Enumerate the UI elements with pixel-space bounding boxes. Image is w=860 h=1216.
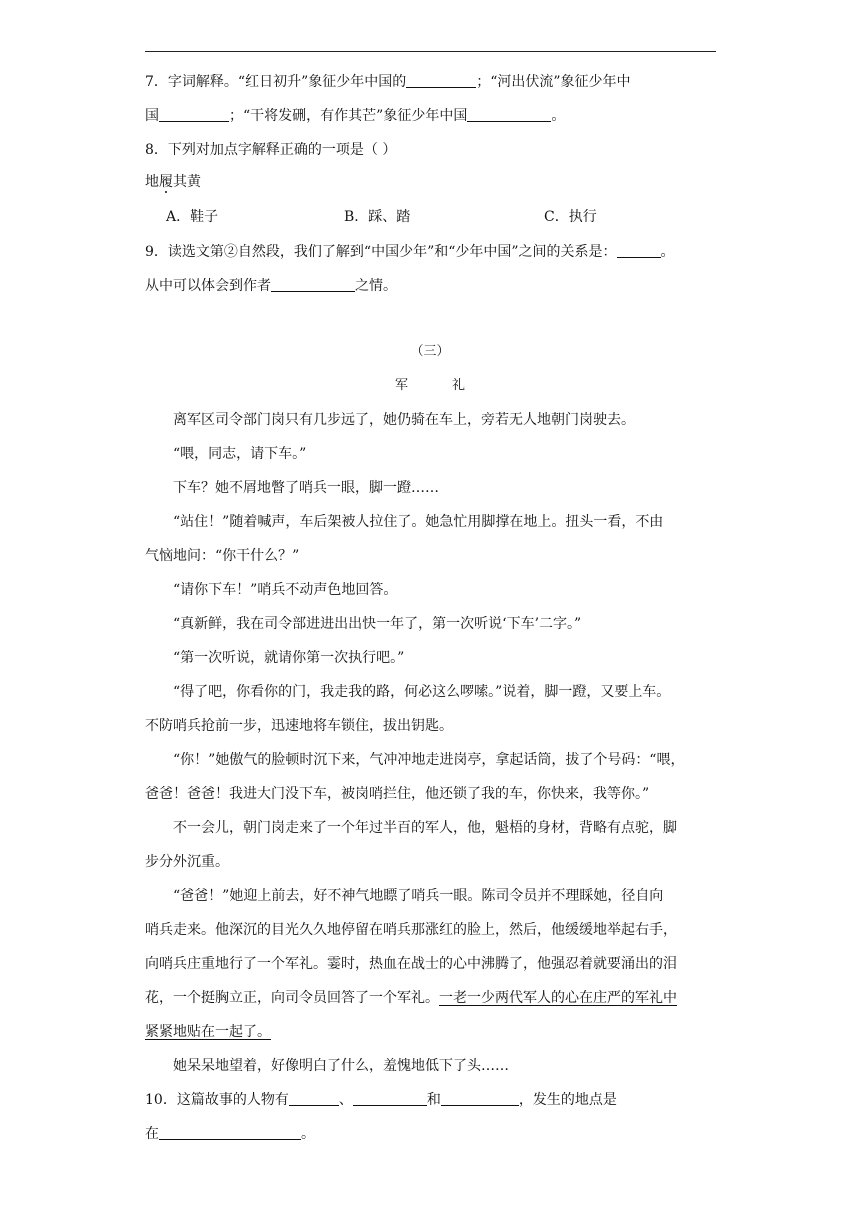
q8-option-b[interactable]: B．踩、踏 <box>344 209 411 225</box>
passage-paragraph: “你！”她傲气的脸顿时沉下来，气冲冲地走进岗亭，拿起话筒，拔了个号码：“喂， <box>173 752 685 768</box>
q7-text: 国 <box>145 108 159 124</box>
passage-paragraph: “请你下车！”哨兵不动声色地回答。 <box>173 582 398 598</box>
passage-paragraph: “第一次听说，就请你第一次执行吧。” <box>173 650 405 666</box>
q10-blank-3[interactable] <box>441 1091 519 1106</box>
q10-text: 在 <box>145 1126 159 1142</box>
passage-paragraph: “真新鲜，我在司令部进进出出快一年了，第一次听说‘下车’二字。” <box>173 616 582 632</box>
passage-paragraph: “爸爸！”她迎上前去，好不神气地瞟了哨兵一眼。陈司令员并不理睬她，径自向 <box>173 888 664 904</box>
passage-title-text: 军礼 <box>394 378 509 393</box>
q7-text: 。 <box>551 108 566 124</box>
passage-paragraph: “喂，同志，请下车。” <box>173 446 307 462</box>
q10-text: 10．这篇故事的人物有 <box>145 1092 289 1108</box>
passage-paragraph: 下车？她不屑地瞥了哨兵一眼，脚一蹬…… <box>173 480 439 496</box>
passage-paragraph: 不一会儿，朝门岗走来了一个年过半百的军人，他，魁梧的身材，背略有点驼，脚 <box>173 820 677 836</box>
q9-blank-2[interactable] <box>271 277 355 292</box>
q9-text: 从中可以体会到作者 <box>145 278 271 294</box>
passage-paragraph: 她呆呆地望着，好像明白了什么，羞愧地低下了头…… <box>173 1058 509 1074</box>
underlined-sentence: 紧紧地贴在一起了。 <box>145 1024 271 1040</box>
q9-text: 之情。 <box>355 278 397 294</box>
q10-text: 和 <box>426 1092 441 1108</box>
q7-text: ；“干将发硎，有作其芒”象征少年中国 <box>229 108 468 124</box>
q10-text: ，发生的地点是 <box>518 1092 617 1108</box>
q10-text: 、 <box>338 1092 353 1108</box>
q8-option-c[interactable]: C．执行 <box>544 209 597 225</box>
q10-line-1 <box>145 1090 617 1110</box>
passage-paragraph: “站住！”随着喊声，车后架被人拉住了。她急忙用脚撑在地上。扭头一看，不由 <box>173 514 664 530</box>
q7-blank-1[interactable] <box>406 73 476 88</box>
q7-text: ；“河出伏流”象征少年中 <box>476 74 631 90</box>
q7-blank-2[interactable] <box>159 107 229 122</box>
q9-line-2 <box>145 276 397 296</box>
q9-line-1 <box>145 242 675 262</box>
q8-stem: 8．下列对加点字解释正确的一项是（ ） <box>145 142 397 158</box>
q7-text: 7．字词解释。“红日初升”象征少年中国的 <box>145 74 407 90</box>
passage-paragraph: 不防哨兵抢前一步，迅速地将车锁住，拔出钥匙。 <box>145 718 453 734</box>
section-label: （三） <box>410 344 450 359</box>
passage-paragraph: 气恼地问：“你干什么？” <box>145 548 300 564</box>
passage-paragraph: 哨兵走来。他深沉的目光久久地停留在哨兵那涨红的脸上，然后，他缓缓地举起右手， <box>145 922 677 938</box>
passage-paragraph: 向哨兵庄重地行了一个军礼。霎时，热血在战士的心中沸腾了，他强忍着就要涌出的泪 <box>145 956 677 972</box>
passage-paragraph <box>145 988 677 1008</box>
q10-blank-2[interactable] <box>353 1091 427 1106</box>
q9-text: 9．读选文第②自然段，我们了解到“中国少年”和“少年中国”之间的关系是： <box>145 244 617 260</box>
header-rule <box>145 51 716 52</box>
q10-blank-1[interactable] <box>289 1091 339 1106</box>
passage-title <box>0 376 860 396</box>
passage-paragraph <box>145 1022 271 1042</box>
q8-phrase <box>145 172 201 192</box>
q7-blank-3[interactable] <box>467 107 551 122</box>
passage-text: 花，一个挺胸立正，向司令员回答了一个军礼。 <box>145 990 439 1006</box>
q10-line-2 <box>145 1124 315 1144</box>
phrase-char: 其黄 <box>173 174 201 190</box>
q8-option-a[interactable]: A．鞋子 <box>166 209 219 225</box>
q9-text: 。 <box>660 244 675 260</box>
q10-blank-4[interactable] <box>159 1125 301 1140</box>
underlined-sentence: 一老一少两代军人的心在庄严的军礼中 <box>439 990 677 1006</box>
passage-paragraph: 爸爸！爸爸！我进大门没下车，被岗哨拦住，他还锁了我的车，你快来，我等你。” <box>145 786 650 802</box>
phrase-char: 地 <box>145 174 159 190</box>
q10-text: 。 <box>301 1126 315 1142</box>
q7-line-2 <box>145 106 565 126</box>
q7-line-1 <box>145 72 631 92</box>
passage-paragraph: 离军区司令部门岗只有几步远了，她仍骑在车上，旁若无人地朝门岗驶去。 <box>173 412 635 428</box>
passage-paragraph: 步分外沉重。 <box>145 854 229 870</box>
dotted-char: 履 <box>159 174 173 190</box>
passage-paragraph: “得了吧，你看你的门，我走我的路，何必这么啰嗦。”说着，脚一蹬，又要上车。 <box>173 684 671 700</box>
q9-blank-1[interactable] <box>617 243 661 258</box>
